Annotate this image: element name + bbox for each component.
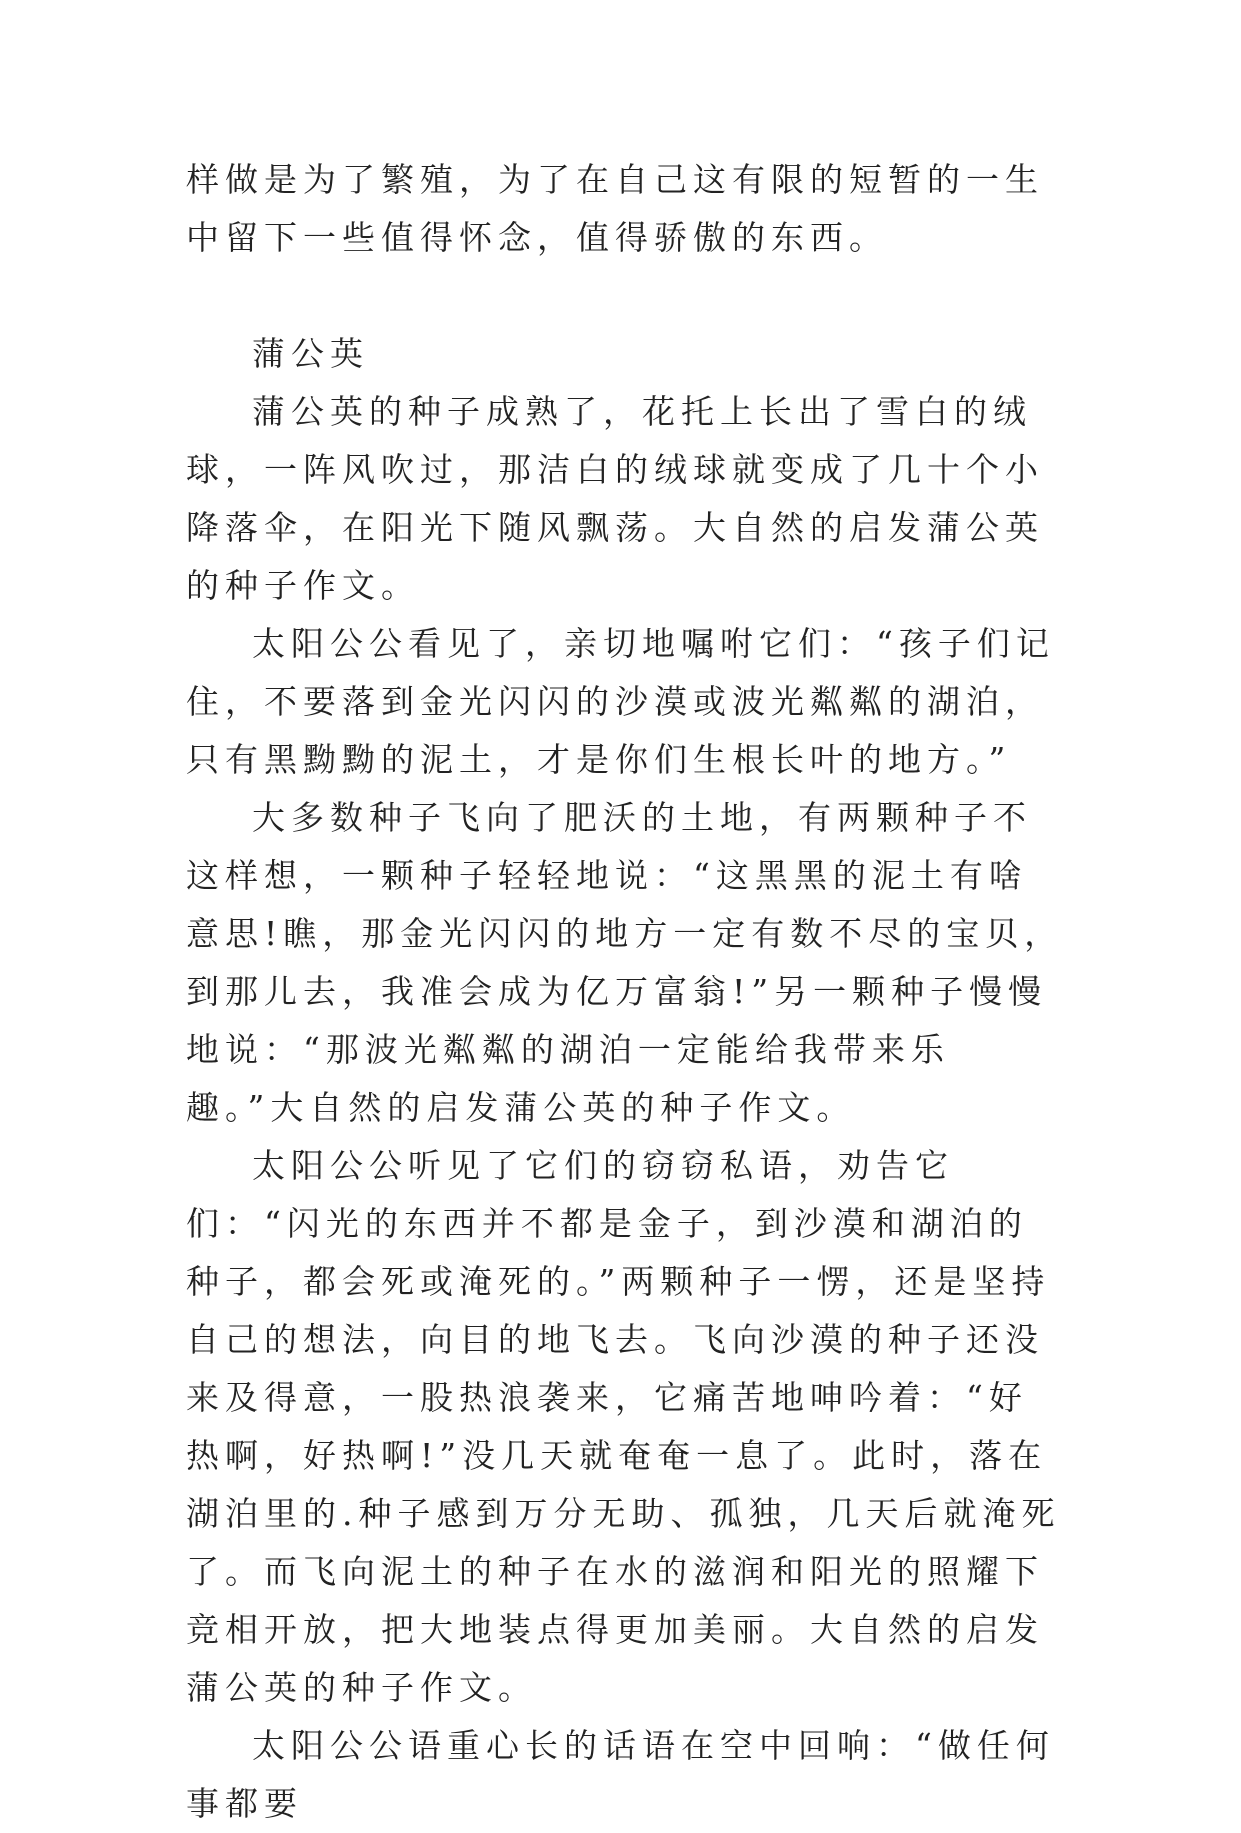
paragraph: 大多数种子飞向了肥沃的土地，有两颗种子不这样想，一颗种子轻轻地说：“这黑黑的泥土有啥意思!瞧，那金光闪闪的地方一定有数不尽的宝贝，到那儿去，我准会成为亿万富翁!”另一颗种子慢慢地说：“那波光粼粼的湖泊一定能给我带来乐趣。”大自然的启发蒲公英的种子作文。: [186, 798, 1064, 1127]
document-body: [186, 151, 1066, 1833]
paragraph: 太阳公公语重心长的话语在空中回响：“做任何事都要: [186, 1726, 1055, 1823]
paragraph-continued: 样做是为了繁殖，为了在自己这有限的短暂的一生中留下一些值得怀念，值得骄傲的东西。: [186, 160, 1044, 257]
paragraph: 蒲公英的种子成熟了，花托上长出了雪白的绒球，一阵风吹过，那洁白的绒球就变成了几十个小降落伞，在阳光下随风飘荡。大自然的启发蒲公英的种子作文。: [186, 392, 1044, 605]
paragraph: 太阳公公听见了它们的窃窃私语，劝告它们：“闪光的东西并不都是金子，到沙漠和湖泊的种子，都会死或淹死的。”两颗种子一愣，还是坚持自己的想法，向目的地飞去。飞向沙漠的种子还没来及得意，一股热浪袭来，它痛苦地呻吟着：“好热啊，好热啊!”没几天就奄奄一息了。此时，落在湖泊里的.种子感到万分无助、孤独，几天后就淹死了。而飞向泥土的种子在水的滋润和阳光的照耀下竞相开放，把大地装点得更加美丽。大自然的启发蒲公英的种子作文。: [186, 1146, 1061, 1707]
paragraph-gap: [186, 267, 1066, 325]
paragraph: 太阳公公看见了，亲切地嘱咐它们：“孩子们记住，不要落到金光闪闪的沙漠或波光粼粼的湖泊，只有黑黝黝的泥土，才是你们生根长叶的地方。”: [186, 624, 1055, 779]
section-heading: 蒲公英: [252, 334, 369, 373]
